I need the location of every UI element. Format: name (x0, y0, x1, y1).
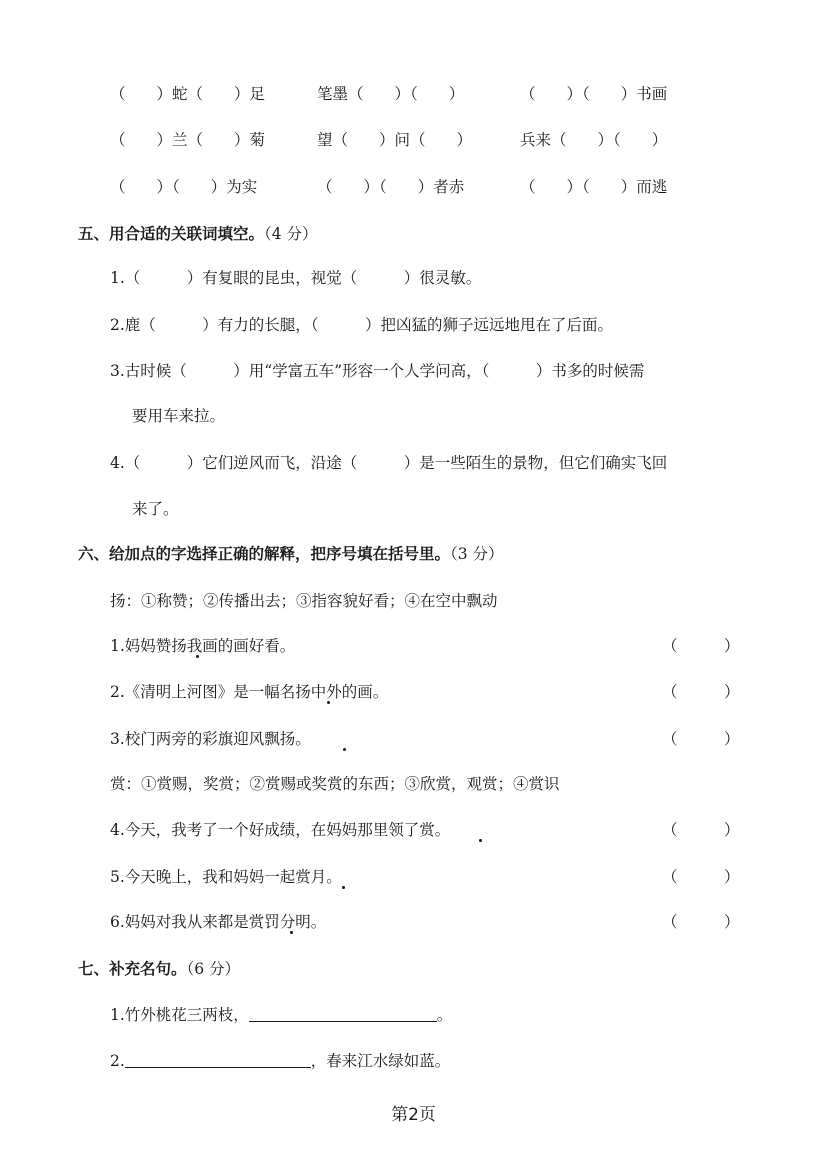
idiom-3-3: （ ）（ ）而逃 (520, 178, 668, 196)
idiom-2-2: 望（ ）问（ ） (317, 131, 473, 149)
emphasis-dot (479, 839, 482, 842)
s6-def-shang: 赏：①赏赐，奖赏；②赏赐或奖赏的东西；③欣赏，观赏；④赏识 (110, 775, 560, 793)
s6-item-2: 2.《清明上河图》是一幅名扬中外的画。 (110, 683, 389, 701)
answer-box-2[interactable]: （ ） (662, 683, 740, 701)
s6-item-4: 4.今天，我考了一个好成绩，在妈妈那里领了赏。 (110, 821, 451, 839)
s5-item-4-cont: 来了。 (132, 500, 179, 518)
s5-item-4: 4.（ ）它们逆风而飞，沿途（ ）是一些陌生的景物，但它们确实飞回 (110, 454, 668, 472)
s5-item-2: 2.鹿（ ）有力的长腿，（ ）把凶猛的狮子远远地甩在了后面。 (110, 316, 614, 334)
section-6-title: 六、给加点的字选择正确的解释，把序号填在括号里。（3 分） (78, 545, 504, 563)
emphasis-dot (196, 655, 199, 658)
s7-item-1: 1.竹外桃花三两枝， 。 (110, 1006, 453, 1024)
idiom-3-2: （ ）（ ）者赤 (317, 178, 465, 196)
s5-item-1: 1.（ ）有复眼的昆虫，视觉（ ）很灵敏。 (110, 269, 482, 287)
idiom-2-1: （ ）兰（ ）菊 (110, 131, 266, 149)
answer-box-5[interactable]: （ ） (662, 868, 740, 886)
s6-item-6: 6.妈妈对我从来都是赏罚分明。 (110, 913, 327, 931)
s7-item-2: 2. ，春来江水绿如蓝。 (110, 1052, 451, 1070)
s6-def-yang: 扬：①称赞；②传播出去；③指容貌好看；④在空中飘动 (110, 592, 498, 610)
page-number: 第2页 (391, 1105, 436, 1125)
answer-box-1[interactable]: （ ） (662, 637, 740, 655)
emphasis-dot (342, 886, 345, 889)
section-5-title: 五、用合适的关联词填空。（4 分） (78, 225, 318, 243)
emphasis-dot (290, 931, 293, 934)
idiom-1-2: 笔墨（ ）（ ） (317, 85, 465, 103)
idiom-2-3: 兵来（ ）（ ） (520, 131, 668, 149)
section-7-title: 七、补充名句。（6 分） (78, 960, 241, 978)
blank-line-2[interactable] (125, 1051, 311, 1068)
idiom-1-3: （ ）（ ）书画 (520, 85, 668, 103)
idiom-1-1: （ ）蛇（ ）足 (110, 85, 266, 103)
section-7-points: （6 分） (186, 960, 241, 978)
section-6-points: （3 分） (450, 545, 504, 563)
emphasis-dot (327, 701, 330, 704)
section-5-points: （4 分） (264, 225, 318, 243)
s5-item-3-cont: 要用车来拉。 (132, 407, 226, 425)
blank-line-1[interactable] (249, 1005, 437, 1022)
s5-item-3: 3.古时候（ ）用“学富五车”形容一个人学问高，（ ）书多的时候需 (110, 362, 645, 380)
emphasis-dot (343, 748, 346, 751)
answer-box-6[interactable]: （ ） (662, 913, 740, 931)
s6-item-3: 3.校门两旁的彩旗迎风飘扬。 (110, 730, 311, 748)
s6-item-1: 1.妈妈赞扬我画的画好看。 (110, 637, 296, 655)
answer-box-4[interactable]: （ ） (662, 821, 740, 839)
idiom-3-1: （ ）（ ）为实 (110, 178, 258, 196)
answer-box-3[interactable]: （ ） (662, 730, 740, 748)
s6-item-5: 5.今天晚上，我和妈妈一起赏月。 (110, 868, 342, 886)
